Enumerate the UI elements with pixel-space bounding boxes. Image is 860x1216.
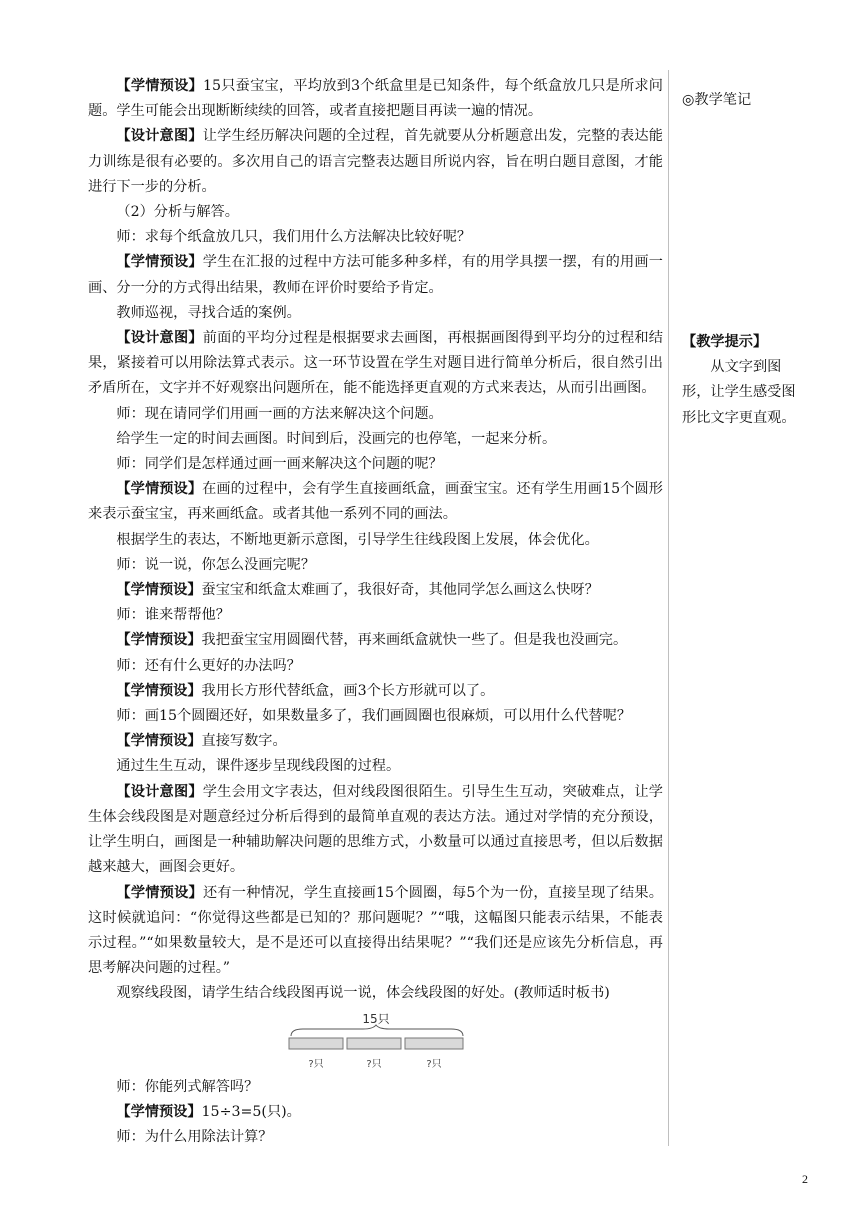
paragraph xyxy=(88,603,663,628)
paragraph xyxy=(88,326,663,402)
paragraph xyxy=(88,427,663,452)
paragraph-text: 师：说一说，你怎么没画完呢？ xyxy=(116,556,316,573)
paragraph-tag: 【学情预设】 xyxy=(116,632,202,649)
paragraph xyxy=(88,200,663,225)
paragraph-text: 师：同学们是怎样通过画一画来解决这个问题的呢？ xyxy=(116,456,443,473)
paragraph-tag: 【设计意图】 xyxy=(116,783,203,800)
paragraph xyxy=(88,729,663,754)
paragraph-text: 前面的平均分过程是根据要求去画图，再根据画图得到平均分的过程和结果，紧接着可以用除法算式表示。这一环节设置在学生对题目进行简单分析后，很自然引出矛盾所在，文字并不好观察出问题所在，能不能选择更直观的方式来表达，从而引出画图。 xyxy=(88,330,663,397)
paragraph-text: 给学生一定的时间去画图。时间到后，没画完的也停笔，一起来分析。 xyxy=(116,430,557,447)
paragraph xyxy=(88,225,663,250)
paragraph-text: 师：现在请同学们用画一画的方法来解决这个问题。 xyxy=(116,405,443,422)
segment-box-3 xyxy=(405,1038,463,1049)
paragraph-tag: 【学情预设】 xyxy=(116,884,203,901)
paragraph-text: 让学生经历解决问题的全过程，首先就要从分析题意出发，完整的表达能力训练是很有必要的。多次用自己的语言完整表达题目所说内容，旨在明白题目意图，才能进行下一步的分析。 xyxy=(88,128,663,195)
paragraph-tag: 【学情预设】 xyxy=(116,254,203,271)
paragraph-tag: 【学情预设】 xyxy=(116,78,203,94)
segment-diagram-svg xyxy=(283,1011,473,1073)
paragraph-text: 15÷3=5(只)。 xyxy=(201,1103,301,1120)
paragraph-text: 学生在汇报的过程中方法可能多种多样，有的用学具摆一摆，有的用画一画、分一分的方式得出结果，教师在评价时要给予肯定。 xyxy=(88,254,663,296)
paragraph-text: 根据学生的表达，不断地更新示意图，引导学生往线段图上发展，体会优化。 xyxy=(116,531,599,548)
paragraph xyxy=(88,250,663,300)
paragraph-text: 学生会用文字表达，但对线段图很陌生。引导生生互动，突破难点，让学生体会线段图是对题意经过分析后得到的最简单直观的表达方法。通过对学情的充分预设，让学生明白，画图是一种辅助解决问题的思维方式，小数量可以通过直接思考，但以后数据越来越大，画图会更好。 xyxy=(88,783,663,876)
paragraph-text: 师：谁来帮帮他？ xyxy=(116,607,230,624)
paragraph xyxy=(88,1075,663,1100)
paragraph-text: 还有一种情况，学生直接画15个圆圈，每5个为一份，直接呈现了结果。这时候就追问：“你觉得这些都是已知的？那问题呢？”“哦，这幅图只能表示结果，不能表示过程。”“如果数量较大，是不是还可以直接得出结果呢？”“我们还是应该先分析信息，再思考解决问题的过程。” xyxy=(88,884,663,977)
teaching-tip-title: 【教学提示】 xyxy=(682,334,768,350)
paragraph xyxy=(88,704,663,729)
paragraph xyxy=(88,578,663,603)
paragraph xyxy=(88,981,663,1006)
paragraph xyxy=(88,528,663,553)
paragraph-text: （2）分析与解答。 xyxy=(116,204,239,221)
paragraph-tag: 【学情预设】 xyxy=(116,682,202,699)
paragraph-tag: 【学情预设】 xyxy=(116,582,202,599)
paragraph-text: 师：你能列式解答吗？ xyxy=(116,1078,259,1095)
segment-box-2 xyxy=(347,1038,401,1049)
paragraph-text: 蚕宝宝和纸盒太难画了，我很好奇，其他同学怎么画这么快呀？ xyxy=(201,582,599,599)
paragraphs-before-figure xyxy=(88,74,663,1007)
paragraph xyxy=(88,1100,663,1125)
part-label-2: ?只 xyxy=(366,1058,382,1070)
paragraph-tag: 【学情预设】 xyxy=(116,733,202,750)
main-content xyxy=(88,74,663,1150)
paragraph-text: 师：为什么用除法计算？ xyxy=(116,1128,273,1145)
column-divider xyxy=(668,70,669,1146)
total-label: 15只 xyxy=(362,1011,390,1026)
part-label-1: ?只 xyxy=(308,1058,324,1070)
total-brace xyxy=(291,1025,463,1036)
paragraph xyxy=(88,881,663,982)
paragraph-text: 通过生生互动，课件逐步呈现线段图的过程。 xyxy=(116,758,401,775)
paragraph-text: 师：还有什么更好的办法吗？ xyxy=(116,657,301,674)
paragraph xyxy=(88,553,663,578)
line-segment-diagram xyxy=(88,1011,663,1073)
paragraph-tag: 【设计意图】 xyxy=(116,128,203,145)
page-number: 2 xyxy=(802,1172,808,1186)
teaching-notes-title: ◎教学笔记 xyxy=(682,92,752,108)
teaching-tip-text: 从文字到图形，让学生感受图形比文字更直观。 xyxy=(682,359,796,426)
segment-box-1 xyxy=(289,1038,343,1049)
paragraph xyxy=(88,780,663,881)
paragraphs-after-figure xyxy=(88,1075,663,1151)
paragraph-text: 师：求每个纸盒放几只，我们用什么方法解决比较好呢？ xyxy=(116,229,472,246)
paragraph-text: 教师巡视，寻找合适的案例。 xyxy=(116,304,301,321)
paragraph-text: 师：画15个圆圈还好，如果数量多了，我们画圆圈也很麻烦，可以用什么代替呢？ xyxy=(116,708,632,725)
paragraph xyxy=(88,1125,663,1150)
teaching-tip xyxy=(682,330,802,431)
paragraph-text: 观察线段图，请学生结合线段图再说一说，体会线段图的好处。(教师适时板书) xyxy=(116,985,610,1002)
paragraph xyxy=(88,402,663,427)
paragraph-text: 15只蚕宝宝，平均放到3个纸盒里是已知条件，每个纸盒放几只是所求问题。学生可能会出现断断续续的回答，或者直接把题目再读一遍的情况。 xyxy=(88,78,663,120)
paragraph-tag: 【设计意图】 xyxy=(116,330,203,347)
paragraph xyxy=(88,754,663,779)
part-label-3: ?只 xyxy=(426,1058,442,1070)
paragraph xyxy=(88,628,663,653)
paragraph-text: 我把蚕宝宝用圆圈代替，再来画纸盒就快一些了。但是我也没画完。 xyxy=(201,632,628,649)
paragraph-text: 直接写数字。 xyxy=(201,733,287,750)
paragraph xyxy=(88,124,663,200)
paragraph-text: 我用长方形代替纸盒，画3个长方形就可以了。 xyxy=(201,682,495,699)
paragraph xyxy=(88,477,663,527)
paragraph-text: 在画的过程中，会有学生直接画纸盒，画蚕宝宝。还有学生用画15个圆形来表示蚕宝宝，再来画纸盒。或者其他一系列不同的画法。 xyxy=(88,481,663,523)
paragraph-tag: 【学情预设】 xyxy=(116,1103,202,1120)
paragraph xyxy=(88,654,663,679)
paragraph xyxy=(88,452,663,477)
paragraph-tag: 【学情预设】 xyxy=(116,481,203,498)
paragraph xyxy=(88,679,663,704)
paragraph xyxy=(88,74,663,124)
paragraph xyxy=(88,301,663,326)
